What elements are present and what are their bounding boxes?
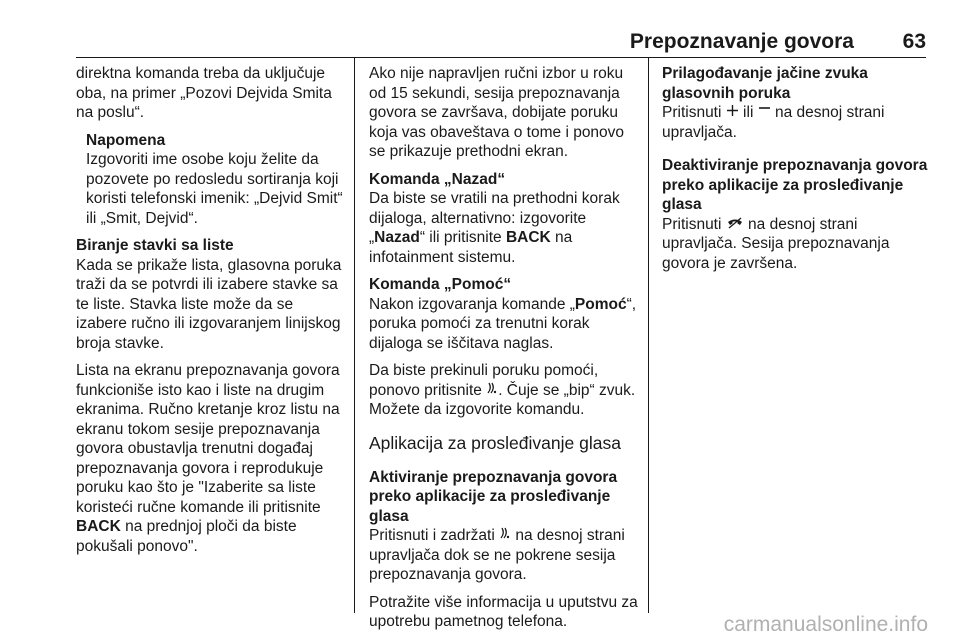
text-run: Pritisnuti i zadržati <box>369 527 500 544</box>
note-title: Napomena <box>86 131 166 149</box>
paragraph <box>662 103 928 142</box>
column-divider-1 <box>354 58 355 613</box>
text-run: Nakon izgovaranja komande „ <box>369 295 575 313</box>
column-2 <box>369 64 641 640</box>
subheading: Biranje stavki sa liste <box>76 237 234 254</box>
paragraph <box>76 361 348 556</box>
paragraph <box>369 526 641 585</box>
text-run: na desnoj strani upravljača dok se ne pokrene sesija prepoznavanja govora. <box>369 527 625 583</box>
watermark: carmanualsonline.info <box>723 613 928 636</box>
text-run: na prednjoj ploči da biste pokušali ponovo". <box>76 518 297 555</box>
column-3 <box>662 64 928 281</box>
paragraph <box>662 215 928 274</box>
header-rule <box>76 57 926 58</box>
paragraph: Ako nije napravljen ručni izbor u roku od 15 sekundi, sesija prepoznavanja govora se završava, dobijate poruku koja vas obaveštava o tome i ponovo se prikazuje prethodni ekran. <box>369 65 625 160</box>
column-1 <box>76 64 348 564</box>
subheading: Aktiviranje prepoznavanja govora preko aplikacije za prosleđivanje glasa <box>369 468 618 525</box>
text-run: na desnoj strani upravljača. Sesija prepoznavanja govora je završena. <box>662 215 890 272</box>
plus-icon <box>726 103 739 123</box>
minus-icon <box>758 103 771 123</box>
paragraph <box>369 295 641 354</box>
text-run: ili <box>738 104 758 121</box>
back-button-label: BACK <box>76 518 121 535</box>
note-box <box>86 131 348 229</box>
page-title: Prepoznavanje govora <box>629 30 854 53</box>
text-run: na desnoj strani upravljača. <box>662 104 885 141</box>
paragraph <box>369 189 641 267</box>
page-header <box>76 30 926 56</box>
section-heading: Aplikacija za prosleđivanje glasa <box>369 432 621 453</box>
subheading: Komanda „Nazad“ <box>369 170 506 188</box>
subheading: Prilagođavanje jačine zvuka glasovnih poruka <box>662 65 868 102</box>
text-run: Da biste prekinuli poruku pomoći, ponovo pritisnite <box>369 362 599 399</box>
voice-icon <box>499 526 511 546</box>
paragraph: Potražite više informacija u uputstvu za upotrebu pametnog telefona. <box>369 593 638 630</box>
command-name: Nazad <box>374 229 420 246</box>
back-button-label: BACK <box>505 229 551 246</box>
hang-up-icon <box>726 215 744 235</box>
subheading: Deaktiviranje prepoznavanja govora preko aplikacije za prosleđivanje glasa <box>662 157 928 213</box>
text-run: Da biste se vratili na prethodni korak dijaloga, alternativno: izgovorite „ <box>369 190 620 246</box>
voice-icon <box>486 381 498 401</box>
paragraph: direktna komanda treba da uključuje oba, na primer „Pozovi Dejvida Smita na poslu“. <box>76 65 332 121</box>
text-run: Pritisnuti <box>662 104 726 121</box>
page-number: 63 <box>902 30 926 53</box>
subheading: Komanda „Pomoć“ <box>369 276 512 293</box>
note-text: Izgovoriti ime osobe koju želite da pozovete po redosledu sortiranja koji koristi telefonski imenik: „Dejvid Smit“ ili „Smit, Dejvid“. <box>86 151 343 227</box>
text-run: “ ili pritisnite <box>419 229 506 246</box>
text-run: Pritisnuti <box>662 215 726 233</box>
paragraph <box>369 361 641 420</box>
column-divider-2 <box>648 58 649 613</box>
text-run: . Čuje se „bip“ zvuk. Možete da izgovorite komandu. <box>369 381 636 418</box>
paragraph: Kada se prikaže lista, glasovna poruka traži da se potvrdi ili izabere stavke sa te liste. Stavka liste može da se izabere ručno ili izgovaranjem linijskog broja stavke. <box>76 256 342 352</box>
text-run: Lista na ekranu prepoznavanja govora funkcioniše isto kao i liste na drugim ekranima. Ručno kretanje kroz listu na ekranu tokom sesije prepoznavanja govora obustavlja trenutni događaj prepoznavanja govora i reprodukuje poruku kao što je "Izaberite sa liste koristeći ručne komande ili pritisnite <box>76 362 340 516</box>
text-run: na infotainment sistemu. <box>369 229 573 266</box>
command-name: Pomoć <box>574 295 627 313</box>
text-run: “, poruka pomoći za trenutni korak dijaloga se iščitava naglas. <box>369 295 637 352</box>
